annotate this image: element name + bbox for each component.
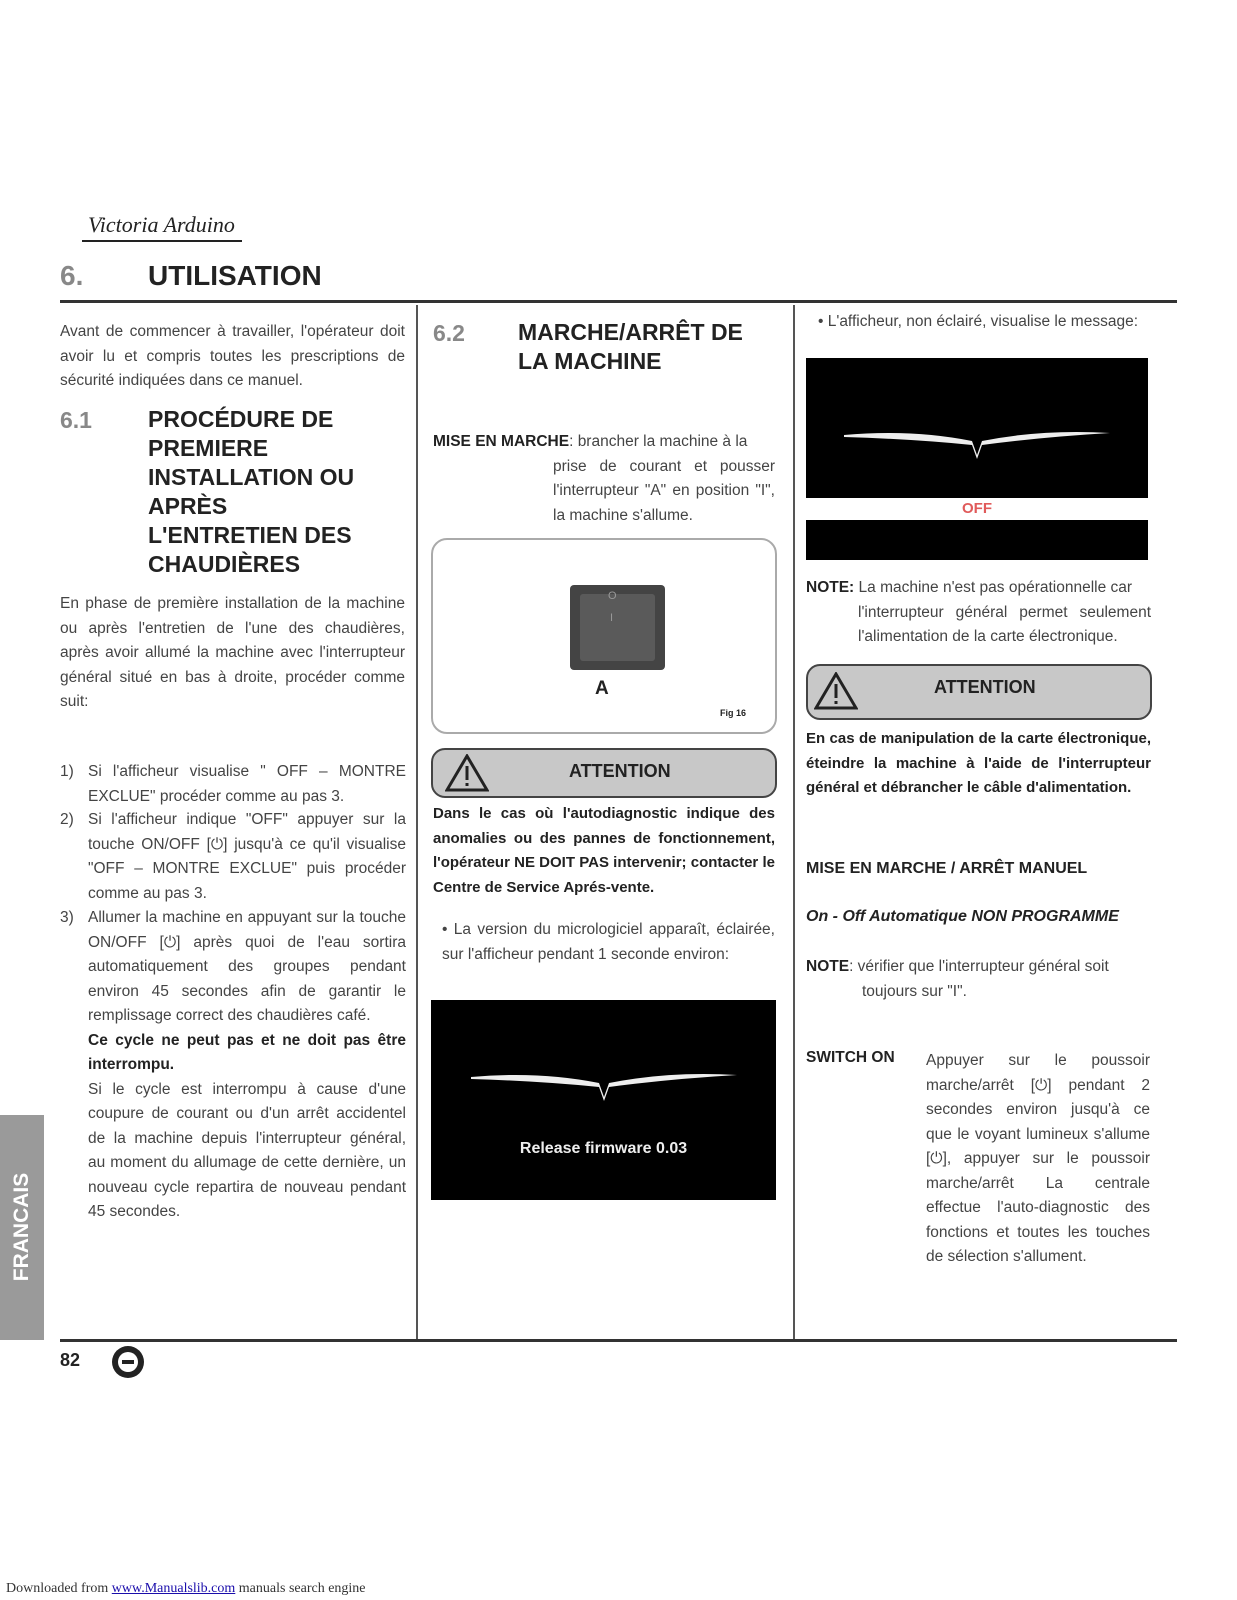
download-suffix: manuals search engine xyxy=(235,1581,366,1596)
steps-list xyxy=(60,760,405,1220)
off-status: OFF xyxy=(806,498,1148,520)
switch-on-text: Appuyer sur le poussoir marche/arrêt [⏻] pendant 2 secondes environ jusqu'à ce que le voyant lumineux s'allume [⏻], appuyer sur le poussoir marche/arrêt La centrale effectue l'auto-diagnostic des fonctions et toutes les touches de sélection s'allument. xyxy=(926,1052,1150,1265)
step-number: 3) xyxy=(60,909,74,926)
note-label: NOTE: xyxy=(806,579,855,596)
note-text: toujours sur "I". xyxy=(862,982,967,1000)
step-warning: Ce cycle ne peut pas et ne doit pas être interrompu. xyxy=(88,1031,406,1073)
switch-rocker xyxy=(580,594,655,661)
wing-logo-icon xyxy=(469,1065,739,1105)
note-1 xyxy=(806,576,1151,650)
step-text: Si l'afficheur indique "OFF" appuyer sur la touche ON/OFF [⏻] jusqu'à ce qu'il visualise "OFF – MONTRE EXCLUE" puis procéder comme au pas 3. xyxy=(88,811,406,902)
power-on-instructions xyxy=(433,430,775,528)
intro-paragraph: Avant de commencer à travailler, l'opérateur doit avoir lu et compris toutes les prescriptions de sécurité indiquées dans ce manuel. xyxy=(60,323,405,389)
title-line: CHAUDIÈRES xyxy=(148,551,301,577)
auto-heading: On - Off Automatique NON PROGRAMME xyxy=(806,908,1119,925)
subsection-number-6-1: 6.1 xyxy=(60,407,92,433)
note-text: l'interrupteur général permet seulement l'alimentation de la carte électronique. xyxy=(858,603,1151,645)
title-line: PROCÉDURE DE xyxy=(148,406,334,432)
display-bullet: • L'afficheur, non éclairé, visualise le message: xyxy=(818,313,1138,330)
off-display xyxy=(806,358,1148,560)
subsection-title-6-1 xyxy=(148,405,408,579)
mise-text: prise de courant et pousser l'interrupteur "A" en position "I", la machine s'allume. xyxy=(553,457,775,524)
section-title: UTILISATION xyxy=(148,260,322,291)
warning-text-1: Dans le cas où l'autodiagnostic indique des anomalies ou des pannes de fonctionnement, l'opérateur NE DOIT PAS intervenir; contacter le Centre de Service Aprés-vente. xyxy=(433,805,775,896)
download-prefix: Downloaded from xyxy=(6,1581,112,1596)
footer-rule xyxy=(60,1339,1177,1342)
subsection-number-6-2: 6.2 xyxy=(433,320,465,346)
step-extra: Si le cycle est interrompu à cause d'une coupure de courant ou d'un arrêt accidentel de la machine depuis l'interrupteur général, au moment du allumage de cette dernière, un nouveau cycle repartira de nouveau pendant 45 secondes. xyxy=(88,1080,406,1220)
download-footer xyxy=(6,1581,366,1597)
title-line: PREMIERE xyxy=(148,435,269,461)
attention-box-2 xyxy=(806,664,1152,720)
switch-i-mark: I xyxy=(610,612,614,624)
step-text: Si l'afficheur visualise " OFF – MONTRE EXCLUE" procéder comme au pas 3. xyxy=(88,763,406,805)
attention-box-1 xyxy=(431,748,777,798)
brand-emblem-icon xyxy=(110,1344,146,1380)
note-2 xyxy=(806,955,1151,1004)
attention-label: ATTENTION xyxy=(569,761,671,781)
attention-label: ATTENTION xyxy=(934,677,1036,697)
title-line: L'ENTRETIEN DES xyxy=(148,522,352,548)
column-divider-1 xyxy=(416,305,418,1340)
wing-logo-icon xyxy=(842,423,1112,463)
warning-triangle-icon xyxy=(445,754,489,792)
note-label: NOTE xyxy=(806,958,850,975)
firmware-text: Release firmware 0.03 xyxy=(519,1140,688,1157)
step-number: 2) xyxy=(60,811,74,828)
logo-underline xyxy=(82,240,242,242)
switch-label-a: A xyxy=(595,678,609,699)
step-number: 1) xyxy=(60,763,74,780)
switch-o-mark: O xyxy=(608,590,617,602)
page-number: 82 xyxy=(60,1350,81,1370)
firmware-display xyxy=(431,1000,776,1200)
warning-text-2: En cas de manipulation de la carte électronique, éteindre la machine à l'aide de l'interrupteur général et débrancher le câble d'alimentation. xyxy=(806,730,1151,796)
warning-triangle-icon xyxy=(814,672,858,710)
step-text: Allumer la machine en appuyant sur la touche ON/OFF [⏻] après quoi de l'eau sortira automatiquement des groupes pendant environ 45 secondes afin de garantir le remplissage correct des chaudières café. xyxy=(88,909,406,1024)
language-tab-label: FRANCAIS xyxy=(10,1172,33,1282)
procedure-paragraph: En phase de première installation de la machine ou après l'entretien de l'une des chaudières, après avoir allumé la machine avec l'interrupteur général situé en bas à droite, procéder comme suit: xyxy=(60,595,405,710)
note-first-line: : vérifier que l'interrupteur général soit xyxy=(849,958,1109,975)
title-line: APRÈS xyxy=(148,493,228,519)
mise-first-line: : brancher la machine à la xyxy=(569,433,748,450)
brand-logo: Victoria Arduino xyxy=(88,212,235,237)
manual-heading: MISE EN MARCHE / ARRÊT MANUEL xyxy=(806,860,1088,877)
title-line: LA MACHINE xyxy=(518,348,662,374)
mise-en-marche-label: MISE EN MARCHE xyxy=(433,433,570,450)
note-first-line: La machine n'est pas opérationnelle car xyxy=(858,579,1133,596)
manualslib-link[interactable]: www.Manualslib.com xyxy=(111,1581,236,1596)
column-divider-2 xyxy=(793,305,795,1340)
header-rule xyxy=(60,300,1177,303)
firmware-bullet: • La version du micrologiciel apparaît, éclairée, sur l'afficheur pendant 1 seconde environ: xyxy=(442,921,775,963)
switch-on-label: SWITCH ON xyxy=(806,1049,895,1066)
title-line: INSTALLATION OU xyxy=(148,464,355,490)
subsection-title-6-2 xyxy=(518,318,788,376)
figure-caption: Fig 16 xyxy=(720,708,747,718)
title-line: MARCHE/ARRÊT DE xyxy=(518,319,743,345)
section-number: 6. xyxy=(60,260,84,291)
